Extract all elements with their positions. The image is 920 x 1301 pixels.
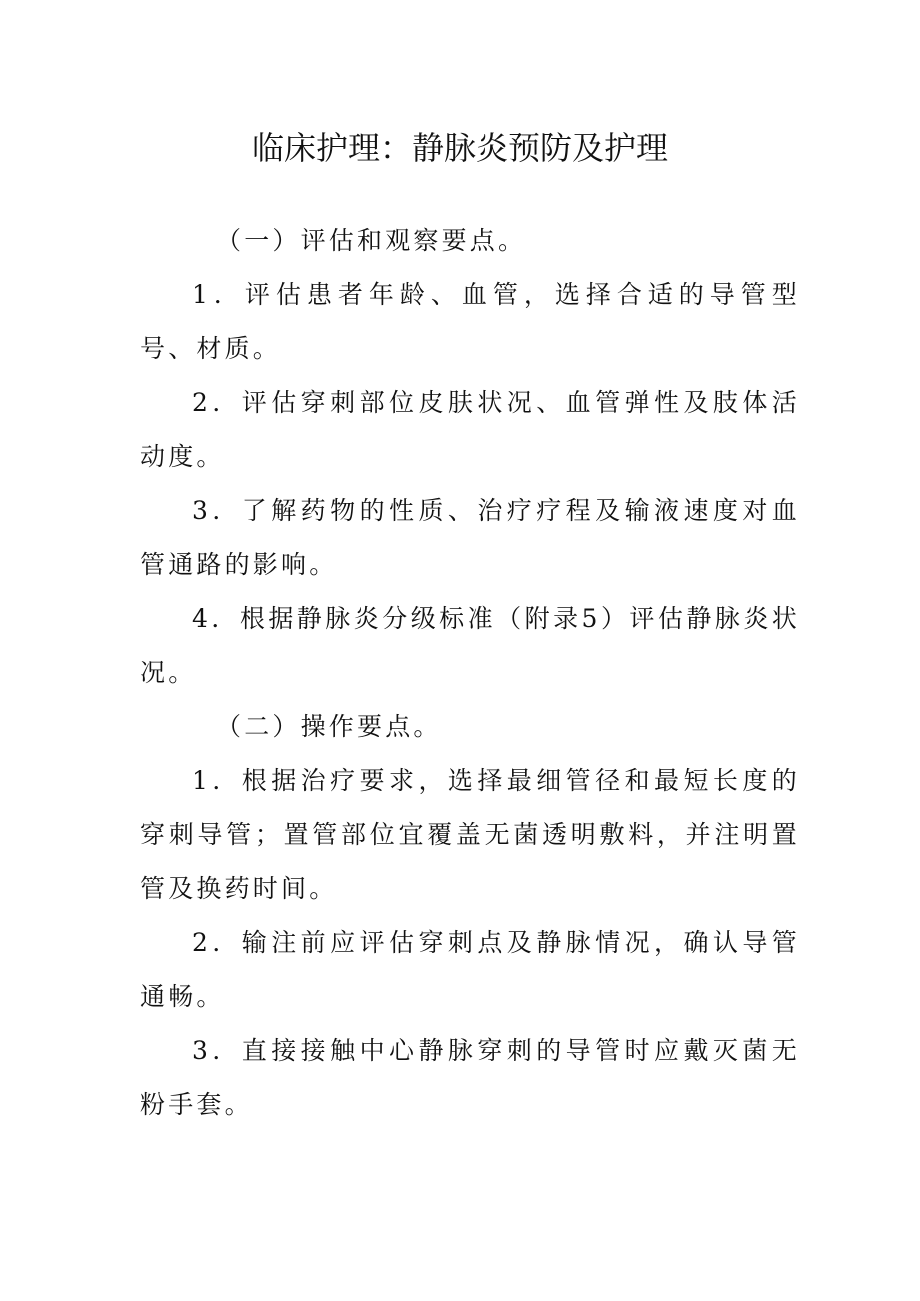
document-body [140, 214, 800, 1132]
page-title: 临床护理：静脉炎预防及护理 [251, 129, 668, 167]
section-heading-assessment: （一）评估和观察要点。 [216, 226, 527, 255]
list-item: 1．评估患者年龄、血管，选择合适的导管型号、材质。 [140, 280, 800, 363]
list-item: 1．根据治疗要求，选择最细管径和最短长度的穿刺导管；置管部位宜覆盖无菌透明敷料，并注明置管及换药时间。 [140, 766, 800, 903]
list-item: 2．输注前应评估穿刺点及静脉情况，确认导管通畅。 [140, 928, 800, 1011]
list-item: 4．根据静脉炎分级标准（附录5）评估静脉炎状况。 [140, 604, 800, 687]
section-heading-operation: （二）操作要点。 [216, 712, 442, 741]
list-item: 3．直接接触中心静脉穿刺的导管时应戴灭菌无粉手套。 [140, 1036, 800, 1119]
list-item: 2．评估穿刺部位皮肤状况、血管弹性及肢体活动度。 [140, 388, 800, 471]
list-item: 3．了解药物的性质、治疗疗程及输液速度对血管通路的影响。 [140, 496, 800, 579]
